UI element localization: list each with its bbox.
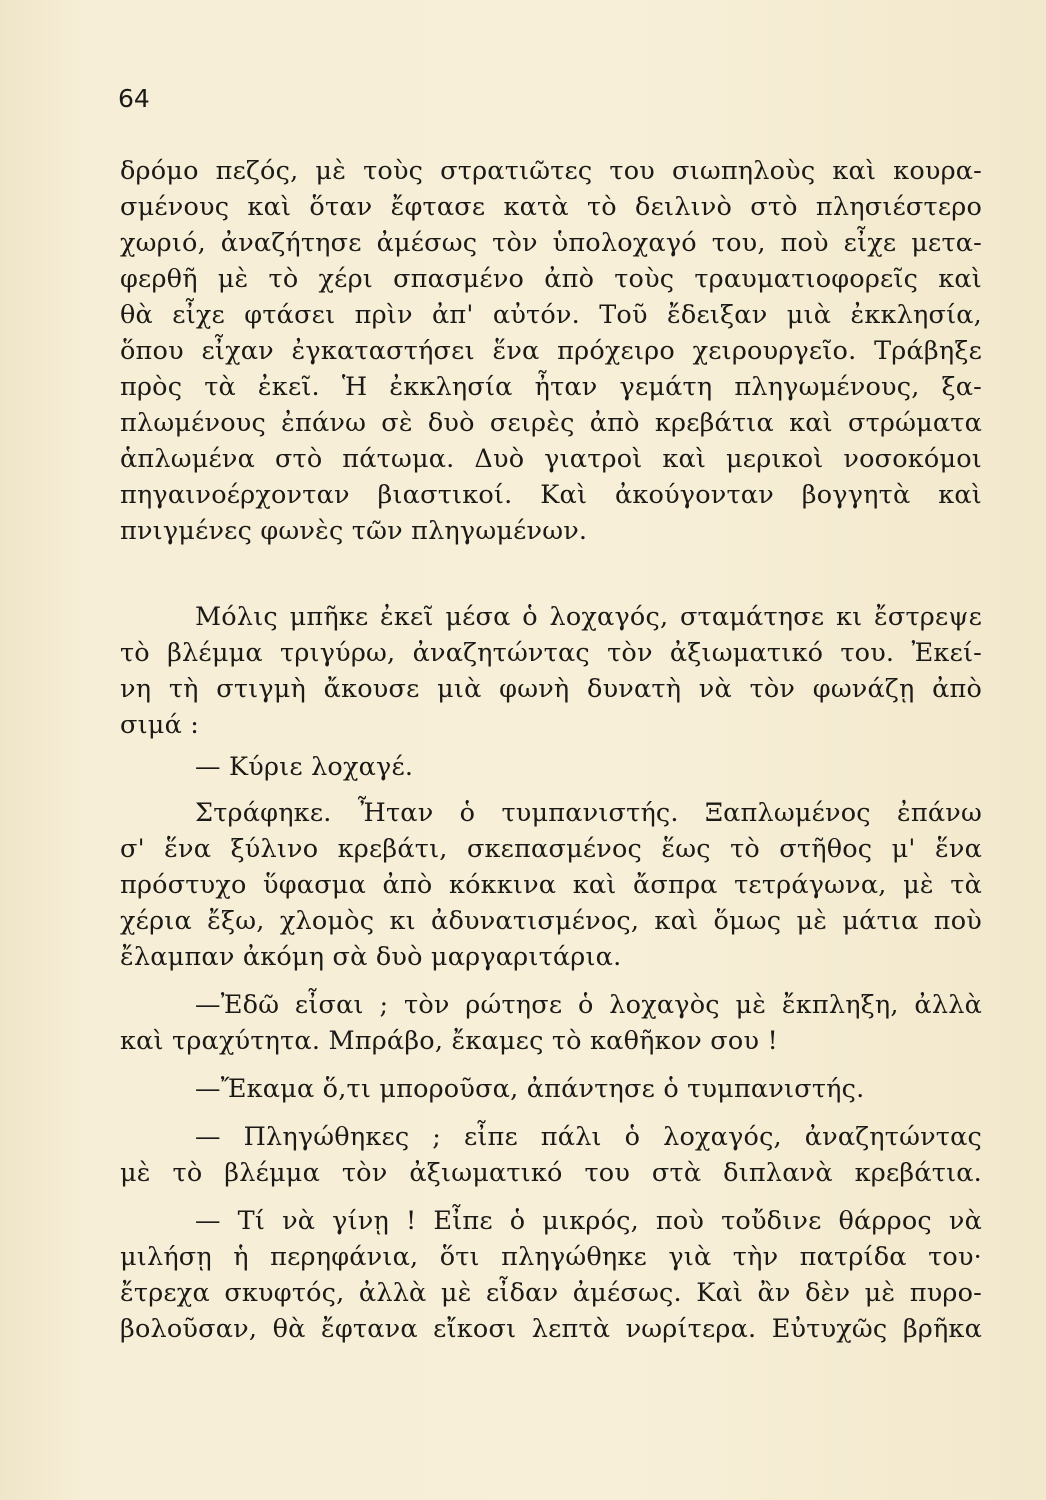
page-number: 64 [118,84,150,113]
text-line: ἔλαμπαν ἀκόμη σὰ δυὸ μαργαριτάρια. [120,942,622,972]
text-line: ἔτρεχα σκυφτός, ἀλλὰ μὲ εἶδαν ἀμέσως. Καὶ ἂν δὲν μὲ πυρο- [120,1278,982,1308]
text-line: ἁπλωμένα στὸ πάτωμα. Δυὸ γιατροὶ καὶ μερικοὶ νοσοκόμοι [120,444,982,474]
text-line: σ' ἕνα ξύλινο κρεβάτι, σκεπασμένος ἕως τὸ στῆθος μ' ἕνα [120,834,982,864]
text-line: σμένους καὶ ὅταν ἔφτασε κατὰ τὸ δειλινὸ στὸ πλησιέστερο [120,192,982,222]
text-line: Στράφηκε. Ἦταν ὁ τυμπανιστής. Ξαπλωμένος ἐπάνω [195,798,982,828]
text-line: σιμά : [120,710,200,740]
text-line: χωριό, ἀναζήτησε ἀμέσως τὸν ὑπολοχαγό του, ποὺ εἶχε μετα- [120,228,982,258]
text-line: νη τὴ στιγμὴ ἄκουσε μιὰ φωνὴ δυνατὴ νὰ τὸν φωνάζῃ ἀπὸ [120,674,982,704]
text-line: βολοῦσαν, θὰ ἔφτανα εἴκοσι λεπτὰ νωρίτερα. Εὐτυχῶς βρῆκα [120,1314,982,1344]
dialogue-line: — Τί νὰ γίνῃ ! Εἶπε ὁ μικρός, ποὺ τοὔδινε θάρρος νὰ [195,1206,982,1236]
text-line: πηγαινοέρχονταν βιαστικοί. Καὶ ἀκούγονταν βογγητὰ καὶ [120,480,982,510]
dialogue-line: — Πληγώθηκες ; εἶπε πάλι ὁ λοχαγός, ἀναζητώντας [195,1122,982,1152]
dialogue-line: — Κύριε λοχαγέ. [195,752,414,782]
text-line: Μόλις μπῆκε ἐκεῖ μέσα ὁ λοχαγός, σταμάτησε κι ἔστρεψε [195,602,982,632]
text-line: φερθῆ μὲ τὸ χέρι σπασμένο ἀπὸ τοὺς τραυματιοφορεῖς καὶ [120,264,982,294]
text-line: καὶ τραχύτητα. Μπράβο, ἔκαμες τὸ καθῆκον σου ! [120,1026,778,1056]
text-line: χέρια ἔξω, χλομὸς κι ἀδυνατισμένος, καὶ ὅμως μὲ μάτια ποὺ [120,906,982,936]
text-line: θὰ εἶχε φτάσει πρὶν ἀπ' αὐτόν. Τοῦ ἔδειξαν μιὰ ἐκκλησία, [120,300,982,330]
text-line: δρόμο πεζός, μὲ τοὺς στρατιῶτες του σιωπηλοὺς καὶ κουρα- [120,156,982,186]
text-line: πνιγμένες φωνὲς τῶν πληγωμένων. [120,516,588,546]
text-line: πλωμένους ἐπάνω σὲ δυὸ σειρὲς ἀπὸ κρεβάτια καὶ στρώματα [120,408,982,438]
text-line: μιλήσῃ ἡ περηφάνια, ὅτι πληγώθηκε γιὰ τὴν πατρίδα του· [120,1242,982,1272]
dialogue-line: —Ἔκαμα ὅ,τι μποροῦσα, ἀπάντησε ὁ τυμπανιστής. [195,1074,865,1104]
text-line: τὸ βλέμμα τριγύρω, ἀναζητώντας τὸν ἀξιωματικό του. Ἐκεί- [120,638,982,668]
text-line: πρὸς τὰ ἐκεῖ. Ἡ ἐκκλησία ἦταν γεμάτη πληγωμένους, ξα- [120,372,982,402]
dialogue-line: —Ἐδῶ εἶσαι ; τὸν ρώτησε ὁ λοχαγὸς μὲ ἔκπληξη, ἀλλὰ [195,990,982,1020]
text-line: μὲ τὸ βλέμμα τὸν ἀξιωματικό του στὰ διπλανὰ κρεβάτια. [120,1158,982,1188]
text-line: πρόστυχο ὕφασμα ἀπὸ κόκκινα καὶ ἄσπρα τετράγωνα, μὲ τὰ [120,870,982,900]
text-line: ὅπου εἶχαν ἐγκαταστήσει ἕνα πρόχειρο χειρουργεῖο. Τράβηξε [120,336,982,366]
